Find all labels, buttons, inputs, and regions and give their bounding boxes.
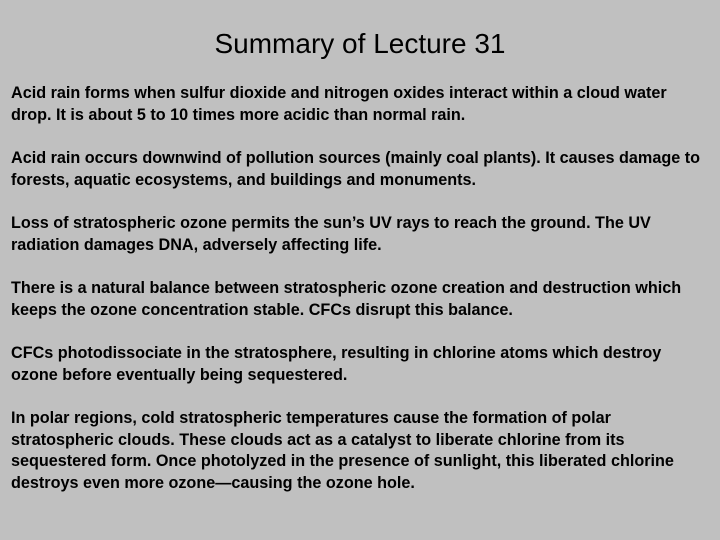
paragraph-ozone-loss: Loss of stratospheric ozone permits the sun’s UV rays to reach the ground. The UV radiation damages DNA, adversely affecting life. — [11, 214, 651, 254]
paragraph-acid-rain-formation: Acid rain forms when sulfur dioxide and nitrogen oxides interact within a cloud water drop. It is about 5 to 10 times more acidic than normal rain. — [11, 84, 667, 124]
paragraph-acid-rain-effects: Acid rain occurs downwind of pollution sources (mainly coal plants). It causes damage to forests, aquatic ecosystems, and buildings and monuments. — [11, 149, 700, 189]
summary-paragraphs — [11, 83, 711, 516]
slide-title: Summary of Lecture 31 — [214, 28, 506, 59]
paragraph-polar-ozone-hole: In polar regions, cold stratospheric temperatures cause the formation of polar stratospheric clouds. These clouds act as a catalyst to liberate chlorine from its sequestered form. Once photolyzed in the presence of sunlight, this liberated chlorine destroys even more ozone—causing the ozone hole. — [11, 409, 674, 492]
paragraph-ozone-balance: There is a natural balance between stratospheric ozone creation and destruction which keeps the ozone concentration stable. CFCs disrupt this balance. — [11, 279, 682, 319]
paragraph-cfc-photodissociation: CFCs photodissociate in the stratosphere, resulting in chlorine atoms which destroy ozone before eventually being sequestered. — [11, 344, 662, 384]
